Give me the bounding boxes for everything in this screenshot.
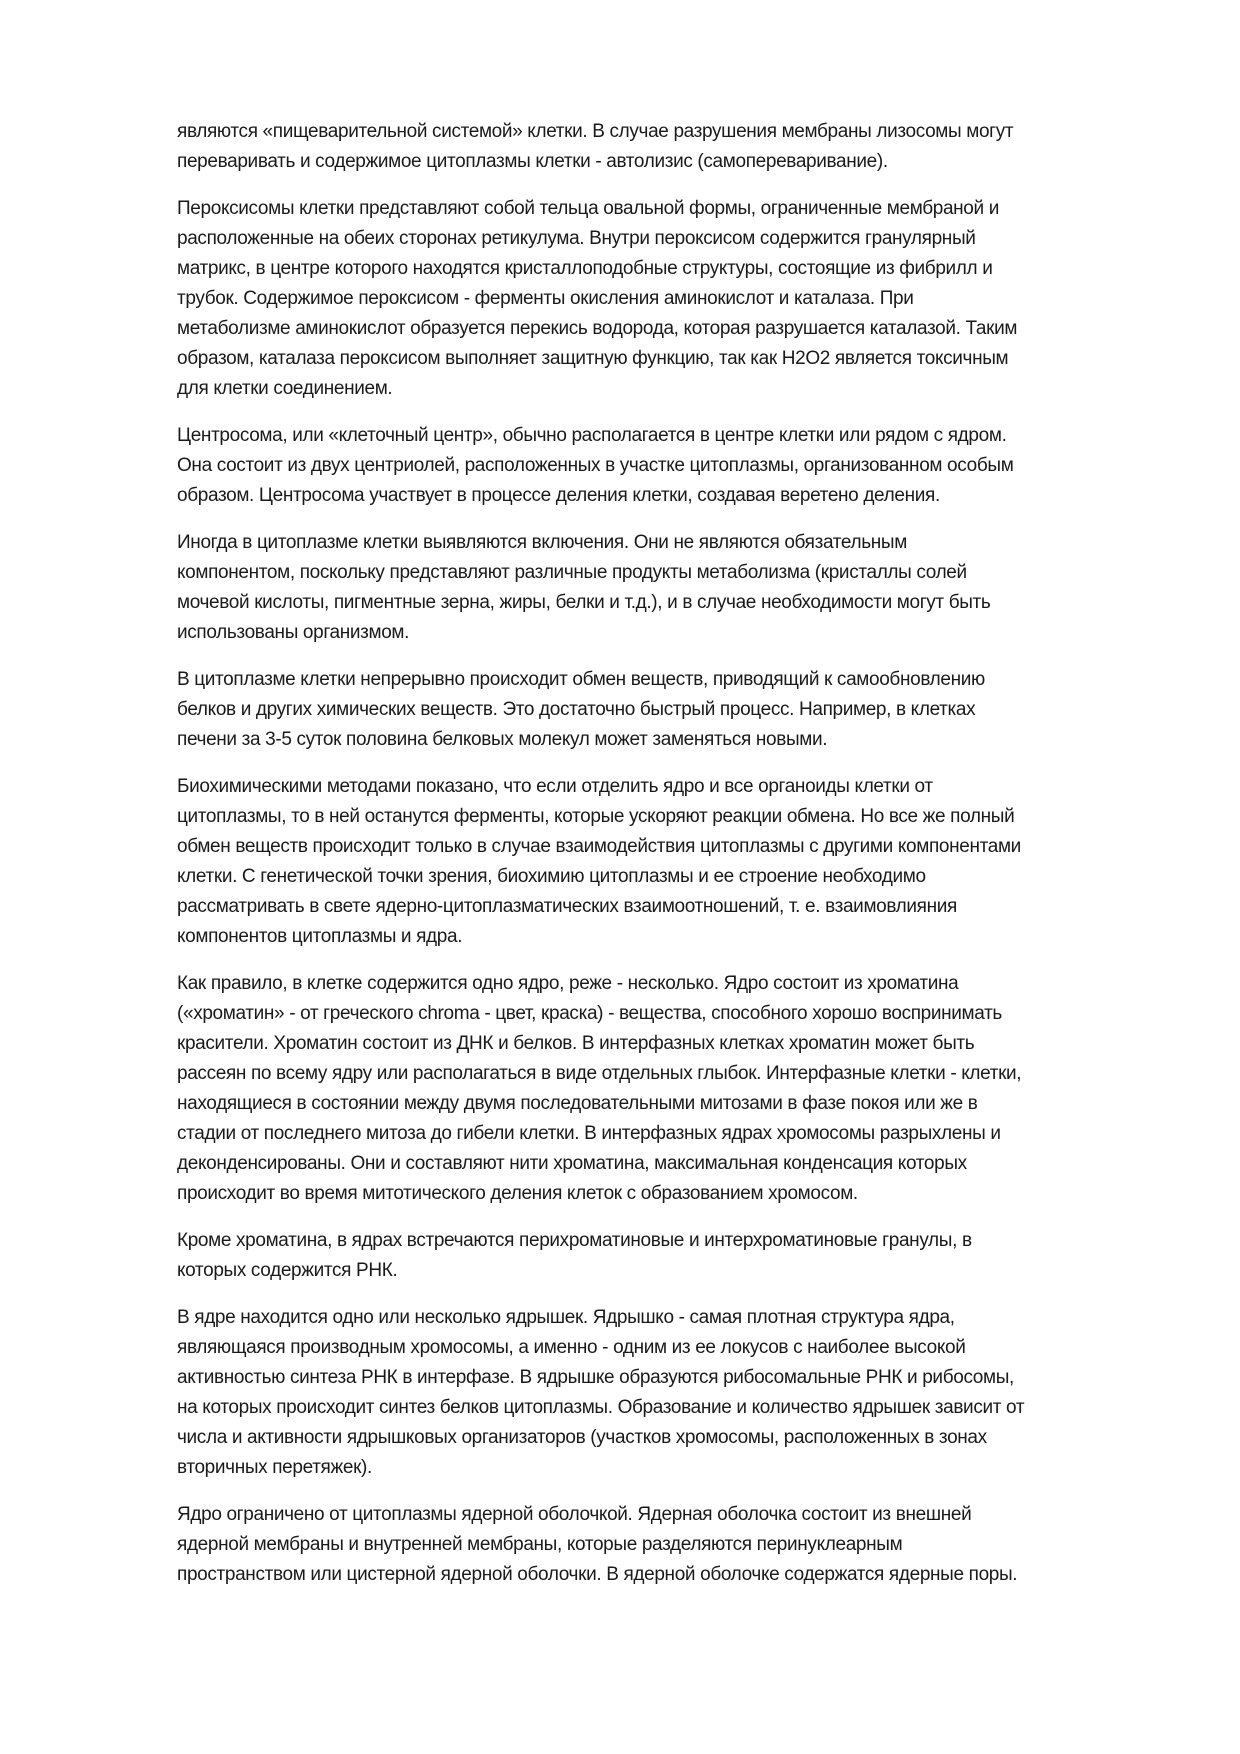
- text-line: Кроме хроматина, в ядрах встречаются перихроматиновые и интерхроматиновые гранулы, в: [177, 1230, 972, 1251]
- text-line: числа и активности ядрышковых организаторов (участков хромосомы, расположенных в зонах: [177, 1427, 987, 1448]
- text-line: являющаяся производным хромосомы, а именно - одним из ее локусов с наиболее высокой: [177, 1337, 966, 1358]
- text-line: вторичных перетяжек).: [177, 1457, 372, 1478]
- paragraph-inclusions: [177, 528, 1157, 648]
- text-line: образом. Центросома участвует в процессе деления клетки, создавая веретено деления.: [177, 485, 940, 506]
- paragraph-nucleus-chromatin: [177, 969, 1157, 1209]
- text-line: печени за 3-5 суток половина белковых молекул может заменяться новыми.: [177, 729, 828, 750]
- text-line: ядерной мембраны и внутренней мембраны, которые разделяются перинуклеарным: [177, 1534, 903, 1555]
- paragraph-granules: [177, 1226, 1157, 1286]
- paragraph-nuclear-envelope: [177, 1500, 1157, 1590]
- paragraph-metabolism: [177, 665, 1157, 755]
- text-line: являются «пищеварительной системой» клетки. В случае разрушения мембраны лизосомы могут: [177, 121, 1014, 142]
- paragraph-nucleolus: [177, 1303, 1157, 1483]
- text-line: В ядре находится одно или несколько ядрышек. Ядрышко - самая плотная структура ядра,: [177, 1307, 955, 1328]
- paragraph-lysosomes: [177, 117, 1157, 177]
- text-line: («хроматин» - от греческого chroma - цвет, краска) - вещества, способного хорошо воспринимать: [177, 1003, 1002, 1024]
- text-line: рассматривать в свете ядерно-цитоплазматических взаимоотношений, т. е. взаимовлияния: [177, 896, 957, 917]
- text-line: происходит во время митотического деления клеток с образованием хромосом.: [177, 1183, 858, 1204]
- text-line: переваривать и содержимое цитоплазмы клетки - автолизис (самопереваривание).: [177, 151, 888, 172]
- text-line: цитоплазмы, то в ней останутся ферменты, которые ускоряют реакции обмена. Но все же полный: [177, 806, 1015, 827]
- text-line: Иногда в цитоплазме клетки выявляются включения. Они не являются обязательным: [177, 532, 907, 553]
- text-line: пространством или цистерной ядерной оболочки. В ядерной оболочке содержатся ядерные поры.: [177, 1564, 1018, 1585]
- text-line: использованы организмом.: [177, 622, 410, 643]
- text-line: стадии от последнего митоза до гибели клетки. В интерфазных ядрах хромосомы разрыхлены и: [177, 1123, 1001, 1144]
- paragraph-biochemistry: [177, 772, 1157, 952]
- text-line: Пероксисомы клетки представляют собой тельца овальной формы, ограниченные мембраной и: [177, 198, 999, 219]
- text-line: рассеян по всему ядру или располагаться в виде отдельных глыбок. Интерфазные клетки - клетки,: [177, 1063, 1022, 1084]
- text-line: В цитоплазме клетки непрерывно происходит обмен веществ, приводящий к самообновлению: [177, 669, 985, 690]
- text-line: Как правило, в клетке содержится одно ядро, реже - несколько. Ядро состоит из хроматина: [177, 973, 959, 994]
- text-line: Центросома, или «клеточный центр», обычно располагается в центре клетки или рядом с ядром.: [177, 425, 1007, 446]
- text-line: Ядро ограничено от цитоплазмы ядерной оболочкой. Ядерная оболочка состоит из внешней: [177, 1504, 972, 1525]
- paragraph-peroxisomes: [177, 194, 1157, 404]
- text-line: трубок. Содержимое пероксисом - ферменты окисления аминокислот и каталаза. При: [177, 288, 914, 309]
- text-line: красители. Хроматин состоит из ДНК и белков. В интерфазных клетках хроматин может быть: [177, 1033, 975, 1054]
- text-line: активностью синтеза РНК в интерфазе. В ядрышке образуются рибосомальные РНК и рибосомы,: [177, 1367, 1014, 1388]
- text-line: клетки. С генетической точки зрения, биохимию цитоплазмы и ее строение необходимо: [177, 866, 926, 887]
- text-line: для клетки соединением.: [177, 378, 393, 399]
- text-line: деконденсированы. Они и составляют нити хроматина, максимальная конденсация которых: [177, 1153, 967, 1174]
- text-line: находящиеся в состоянии между двумя последовательными митозами в фазе покоя или же в: [177, 1093, 978, 1114]
- text-line: компонентов цитоплазмы и ядра.: [177, 926, 463, 947]
- text-line: Она состоит из двух центриолей, расположенных в участке цитоплазмы, организованном особым: [177, 455, 1014, 476]
- text-line: мочевой кислоты, пигментные зерна, жиры, белки и т.д.), и в случае необходимости могут быть: [177, 592, 991, 613]
- document-page: [177, 117, 1157, 1607]
- text-line: которых содержится РНК.: [177, 1260, 398, 1281]
- text-line: белков и других химических веществ. Это достаточно быстрый процесс. Например, в клетках: [177, 699, 976, 720]
- text-line: на которых происходит синтез белков цитоплазмы. Образование и количество ядрышек зависит от: [177, 1397, 1025, 1418]
- text-line: метаболизме аминокислот образуется перекись водорода, которая разрушается каталазой. Таким: [177, 318, 1018, 339]
- text-line: Биохимическими методами показано, что если отделить ядро и все органоиды клетки от: [177, 776, 933, 797]
- paragraph-centrosome: [177, 421, 1157, 511]
- text-line: расположенные на обеих сторонах ретикулума. Внутри пероксисом содержится гранулярный: [177, 228, 976, 249]
- text-line: компонентом, поскольку представляют различные продукты метаболизма (кристаллы солей: [177, 562, 967, 583]
- text-line: матрикс, в центре которого находятся кристаллоподобные структуры, состоящие из фибрилл и: [177, 258, 993, 279]
- text-line: образом, каталаза пероксисом выполняет защитную функцию, так как H2O2 является токсичным: [177, 348, 1009, 369]
- text-line: обмен веществ происходит только в случае взаимодействия цитоплазмы с другими компонентами: [177, 836, 1021, 857]
